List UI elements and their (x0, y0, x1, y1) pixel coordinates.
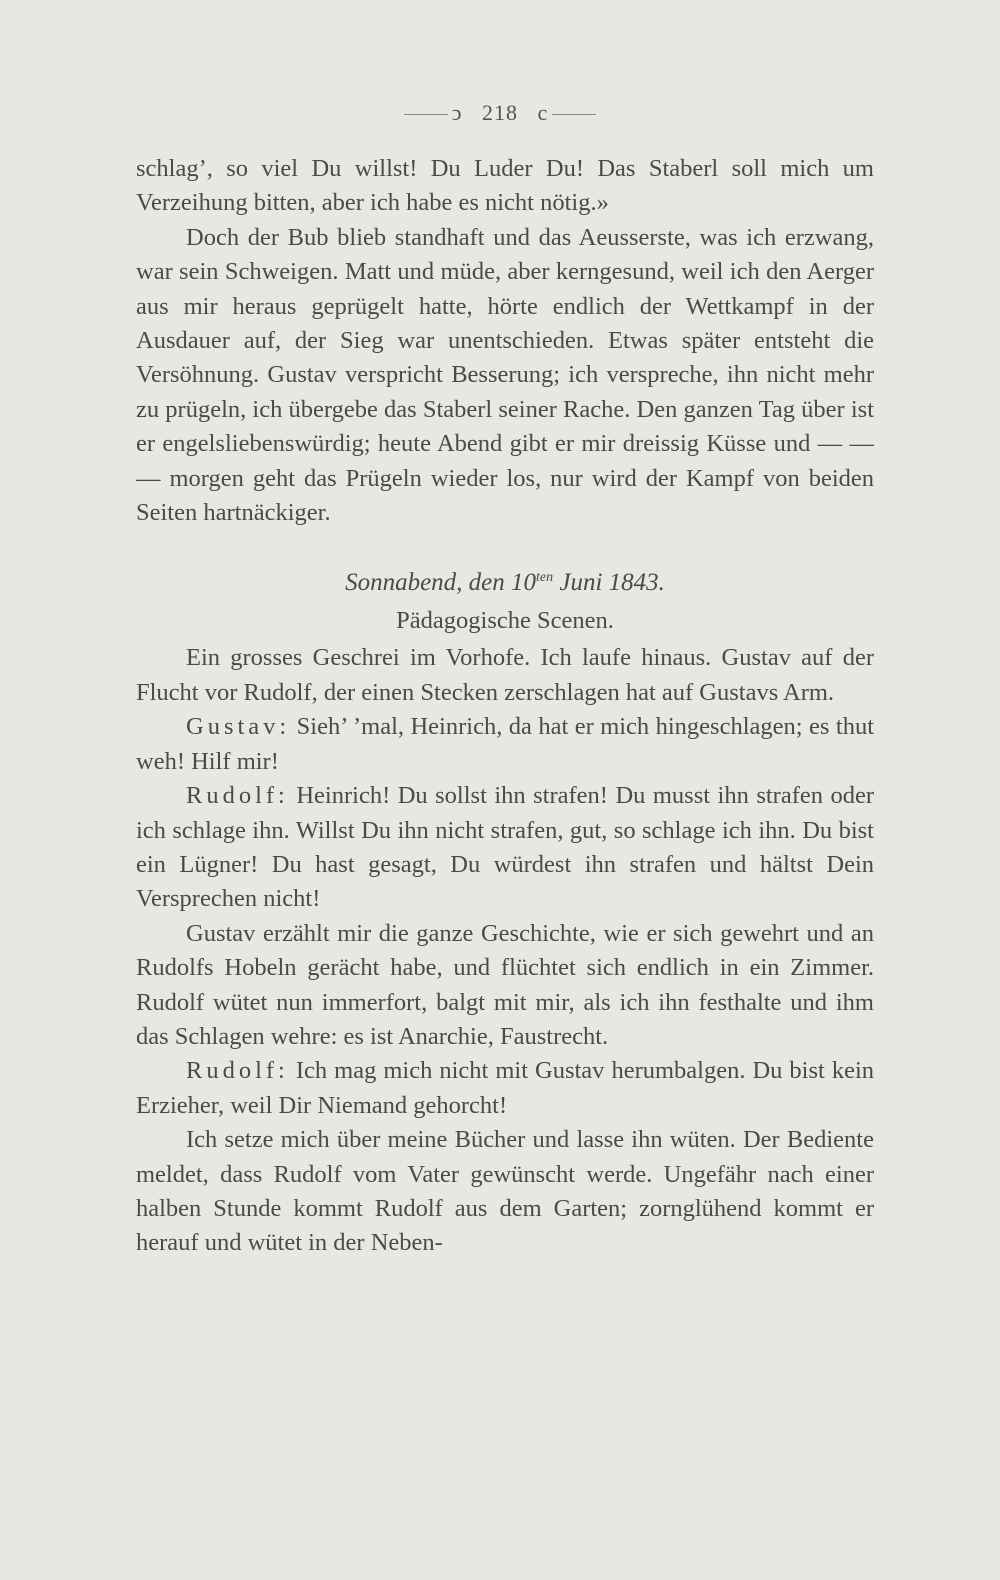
header-rule-left (404, 114, 448, 115)
paragraph (136, 1123, 874, 1261)
header-rule-right (552, 114, 596, 115)
paragraph-text: Gustav erzählt mir die ganze Geschichte, wie er sich gewehrt und an Rudolfs Hobeln gerächt habe, und flüchtet sich endlich in ein Zimmer. Rudolf wütet nun immerfort, balgt mit mir, als ich ihn festhalte und ihm das Schlagen wehre: es ist Anarchie, Faustrecht. (136, 919, 874, 1050)
speaker-name: Rudolf: (186, 782, 289, 810)
page-number: 218 (482, 100, 518, 125)
section-date-heading (136, 560, 874, 601)
page-header (0, 100, 1000, 126)
dialogue-text: Ich mag mich nicht mit Gustav herumbalgen. Du bist kein Erzieher, weil Dir Niemand gehorcht! (136, 1057, 874, 1119)
dialogue-paragraph (136, 779, 874, 917)
header-ornament-right: c (537, 100, 549, 125)
paragraph-text: Ein grosses Geschrei im Vorhofe. Ich laufe hinaus. Gustav auf der Flucht vor Rudolf, der einen Stecken zerschlagen hat auf Gustavs Arm. (136, 644, 874, 706)
speaker-name: Rudolf: (186, 1057, 289, 1085)
paragraph (136, 641, 874, 710)
speaker-name: Gustav: (186, 713, 291, 741)
paragraph (136, 917, 874, 1055)
dialogue-paragraph (136, 710, 874, 779)
paragraph-continuation: schlag’, so viel Du willst! Du Luder Du! Das Staberl soll mich um Verzeihung bitten, aber ich habe es nicht nötig.» (136, 155, 874, 217)
paragraph: Doch der Bub blieb standhaft und das Aeusserste, was ich erzwang, war sein Schweigen. Matt und müde, aber kerngesund, weil ich den Aerger aus mir heraus geprügelt hatte, hörte endlich der Wettkampf in der Ausdauer auf, der Sieg war unentschieden. Etwas später entsteht die Versöhnung. Gustav verspricht Besserung; ich verspreche, ihn nicht mehr zu prügeln, ich übergebe das Staberl seiner Rache. Den ganzen Tag über ist er engelsliebenswürdig; heute Abend gibt er mir dreissig Küsse und — — — morgen geht das Prügeln wieder los, nur wird der Kampf von beiden Seiten hartnäckiger. (136, 223, 874, 527)
header-ornament-left: ↄ (451, 100, 463, 125)
dialogue-text: Heinrich! Du sollst ihn strafen! Du musst ihn strafen oder ich schlage ihn. Willst Du ihn nicht strafen, gut, so schlage ich ihn. Du bist ein Lügner! Du hast gesagt, Du würdest ihn strafen und hältst Dein Versprechen nicht! (136, 782, 874, 913)
date-prefix: Sonnabend, den 10 (345, 569, 537, 597)
date-suffix: Juni 1843. (553, 569, 665, 597)
date-superscript: ten (536, 570, 554, 586)
section-subtitle: Pädagogische Scenen. (396, 607, 614, 635)
dialogue-paragraph (136, 1054, 874, 1123)
dialogue-text: Sieh’ ’mal, Heinrich, da hat er mich hingeschlagen; es thut weh! Hilf mir! (136, 713, 874, 775)
paragraph-text: Ich setze mich über meine Bücher und lasse ihn wüten. Der Bediente meldet, dass Rudolf vom Vater gewünscht werde. Ungefähr nach einer halben Stunde kommt Rudolf aus dem Garten; zornglühend kommt er herauf und wütet in der Neben- (136, 1126, 874, 1257)
body-text (136, 152, 874, 1261)
